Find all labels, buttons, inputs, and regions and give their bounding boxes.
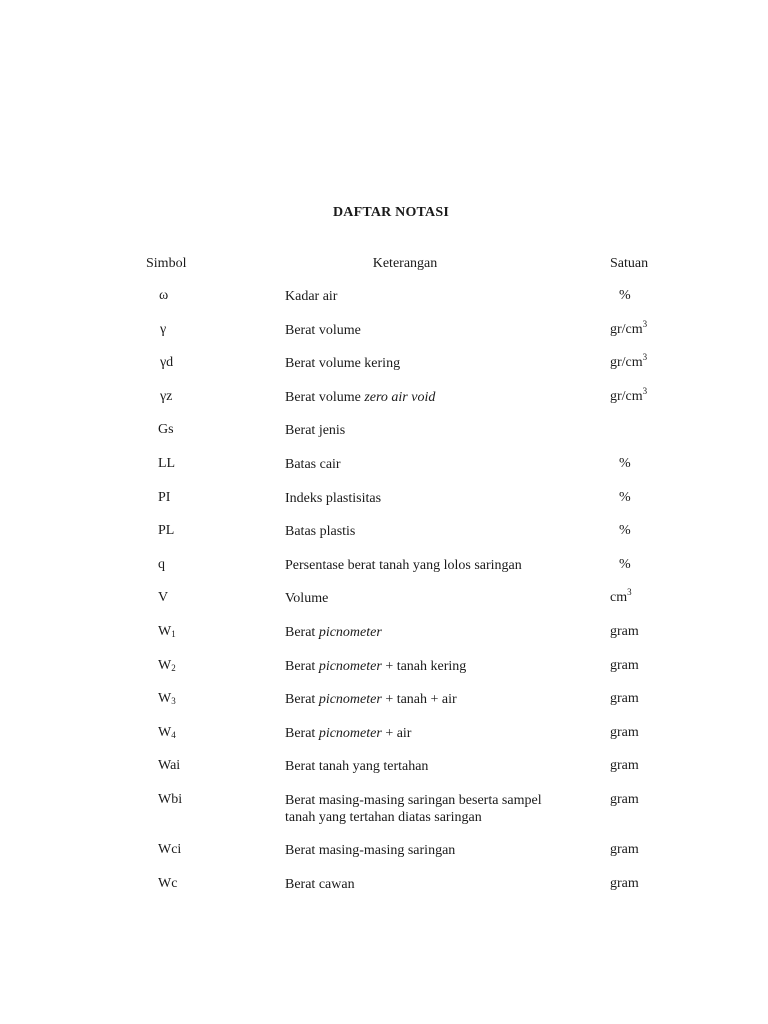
unit-cell: $gr/cm^3$ <box>610 385 648 404</box>
unit-cell: gram <box>610 623 639 639</box>
description-cell: Kadar air <box>285 289 338 304</box>
symbol-cell: Wc <box>158 875 178 891</box>
unit-cell: gram <box>610 791 639 807</box>
description-cell: Berat tanah yang tertahan <box>285 759 429 775</box>
symbol-cell: γ <box>160 321 167 337</box>
symbol-cell: Wbi <box>158 791 183 807</box>
description-cell: Berat volume <box>285 322 361 338</box>
unit-cell: $gr/cm^3$ <box>610 318 648 337</box>
table-row <box>0 842 768 876</box>
description-cell: Berat jenis <box>285 423 346 439</box>
unit-cell: % <box>619 556 631 572</box>
unit-cell: gram <box>610 724 639 740</box>
symbol-cell: V <box>158 590 169 606</box>
table-row <box>0 352 768 389</box>
unit-cell: % <box>619 523 631 539</box>
symbol-cell: $W_2$ <box>158 657 176 673</box>
table-row <box>0 288 768 322</box>
description-cell: Berat volume kering <box>285 356 401 372</box>
table-row <box>0 318 768 356</box>
description-cell: Batas cair <box>285 456 341 472</box>
unit-cell: % <box>619 455 631 471</box>
unit-cell: gram <box>610 841 639 857</box>
unit-cell: $gr/cm^3$ <box>610 352 648 371</box>
description-cell: Berat volume zero air void <box>285 389 436 405</box>
symbol-cell: γd <box>160 355 174 371</box>
symbol-cell: q <box>158 556 165 572</box>
symbol-cell: $W_1$ <box>158 623 176 639</box>
symbol-cell: PL <box>158 523 175 539</box>
header-unit: Satuan <box>610 256 649 271</box>
table-row <box>0 523 768 557</box>
description-cell: Indeks plastisitas <box>285 490 382 506</box>
symbol-cell: ω <box>159 288 169 303</box>
notation-table <box>0 288 768 909</box>
table-row <box>0 557 768 591</box>
table-row <box>0 587 768 624</box>
description-cell: Berat cawan <box>285 876 355 892</box>
header-description: Keterangan <box>372 256 438 271</box>
table-row <box>0 691 768 725</box>
unit-cell: gram <box>610 691 639 707</box>
description-cell: Berat picnometer + tanah + air <box>285 692 457 708</box>
table-row <box>0 792 768 842</box>
description-cell: Volume <box>285 591 329 607</box>
unit-cell: gram <box>610 875 639 891</box>
table-row <box>0 385 768 423</box>
symbol-cell: Gs <box>158 422 174 438</box>
table-row <box>0 758 768 792</box>
table-row <box>0 876 768 910</box>
description-cell: Batas plastis <box>285 524 356 540</box>
description-cell: Berat picnometer <box>285 624 382 640</box>
description-cell: Berat picnometer + tanah kering <box>285 658 467 674</box>
symbol-cell: Wai <box>158 758 181 774</box>
table-row <box>0 624 768 658</box>
unit-cell: % <box>619 288 631 303</box>
table-row <box>0 658 768 692</box>
table-row <box>0 725 768 759</box>
table-row <box>0 490 768 524</box>
symbol-cell: γz <box>160 388 173 404</box>
table-row <box>0 422 768 456</box>
table-row <box>0 456 768 490</box>
description-cell: Berat masing-masing saringan <box>285 842 456 858</box>
header-symbol: Simbol <box>146 256 187 271</box>
symbol-cell: PI <box>158 489 171 505</box>
page-title: DAFTAR NOTASI <box>332 205 450 220</box>
symbol-cell: LL <box>158 455 176 471</box>
description-cell: Berat picnometer + air <box>285 725 412 741</box>
table-header <box>0 256 768 276</box>
unit-cell: $cm^3$ <box>610 587 632 606</box>
unit-cell: gram <box>610 657 639 673</box>
unit-cell: % <box>619 489 631 505</box>
unit-cell: gram <box>610 758 639 774</box>
symbol-cell: $W_4$ <box>158 724 176 740</box>
symbol-cell: Wci <box>158 841 182 857</box>
symbol-cell: $W_3$ <box>158 691 176 707</box>
description-cell: Persentase berat tanah yang lolos saringan <box>285 557 522 573</box>
description-cell: Berat masing-masing saringan beserta sampel tanah yang tertahan diatas saringan <box>285 792 542 825</box>
